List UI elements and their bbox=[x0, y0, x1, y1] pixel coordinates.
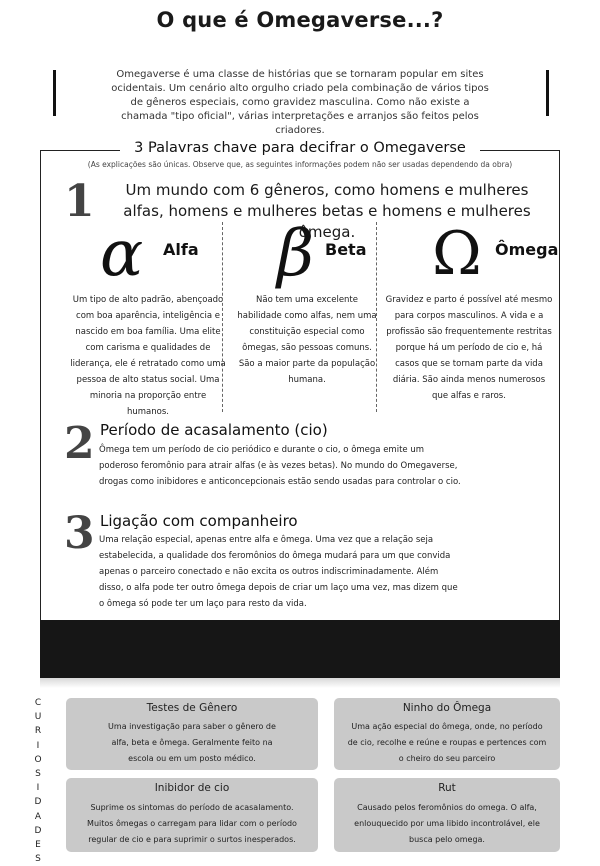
divider-2 bbox=[376, 222, 377, 412]
omega-label: Ômega bbox=[495, 240, 559, 259]
beta-symbol: β bbox=[277, 217, 314, 291]
side-letter: S bbox=[35, 854, 41, 865]
card-text: Causado pelos feromônios do omega. O alfa, enlouquecido por uma libido incontrolável, ele busca pelo omega. bbox=[354, 803, 540, 844]
alpha-symbol: α bbox=[100, 217, 144, 291]
band-shadow bbox=[40, 678, 560, 688]
side-letter: C bbox=[34, 698, 42, 708]
intro-left-bar bbox=[53, 70, 56, 116]
curiosidades-side-label bbox=[28, 696, 48, 866]
intro-text: Omegaverse é uma classe de histórias que se tornaram popular em sites ocidentais. Um cenário alto orgulho criado pela combinação de vários tipos de gêneros especiais, como gravidez masculina. Como não existe a chamada "tipo oficial", várias interpretações e arranjos são feitos pelos criadores. bbox=[111, 69, 489, 136]
side-letter: I bbox=[36, 783, 40, 794]
intro-right-bar bbox=[546, 70, 549, 116]
point-2-heading: Período de acasalamento (cio) bbox=[100, 421, 328, 439]
beta-description: Não tem uma excelente habilidade como alfas, nem uma constituição especial como ômegas, são pessoas comuns. São a maior parte da população humana. bbox=[237, 295, 377, 385]
side-letter: I bbox=[36, 740, 40, 751]
beta-label: Beta bbox=[325, 240, 367, 259]
side-letter: S bbox=[35, 769, 41, 780]
point-2-text: Ômega tem um período de cio periódico e durante o cio, o ômega emite um poderoso feromônio para atrair alfas (e às vezes betas). No mundo do Omegaverse, drogas como inibidores e anticoncepcionais estão sendo usadas para controlar o cio. bbox=[99, 445, 461, 487]
point-1-heading: Um mundo com 6 gêneros, como homens e mulheres alfas, homens e mulheres betas e homens e mulheres ômega. bbox=[123, 181, 531, 241]
page-title: O que é Omegaverse...? bbox=[156, 8, 444, 32]
card-inibidor-de-cio bbox=[66, 778, 318, 852]
side-letter: U bbox=[34, 712, 42, 723]
point-2-number: 2 bbox=[64, 418, 95, 469]
card-testes-de-genero bbox=[66, 698, 318, 770]
card-text: Uma investigação para saber o gênero de alfa, beta e ômega. Geralmente feito na escola ou em um posto médico. bbox=[108, 722, 276, 763]
card-text: Uma ação especial do ômega, onde, no período de cio, recolhe e reúne e roupas e pertences com o cheiro do seu parceiro bbox=[347, 722, 547, 763]
card-title: Testes de Gênero bbox=[146, 702, 238, 714]
point-3-number: 3 bbox=[64, 508, 95, 559]
side-letter: E bbox=[35, 840, 41, 851]
side-letter: D bbox=[34, 825, 42, 836]
point-1-number: 1 bbox=[64, 176, 95, 227]
side-letter: R bbox=[34, 726, 42, 737]
card-text: Suprime os sintomas do período de acasalamento. Muitos ômegas o carregam para lidar com o período regular de cio e para suprimir o surtos inesperados. bbox=[87, 803, 297, 844]
point-3-heading: Ligação com companheiro bbox=[100, 512, 298, 530]
side-letter: D bbox=[34, 797, 42, 808]
frame-left bbox=[40, 150, 41, 620]
omega-symbol: Ω bbox=[432, 219, 482, 289]
side-letter: O bbox=[34, 754, 42, 765]
card-title: Ninho do Ômega bbox=[402, 702, 492, 714]
divider-1 bbox=[222, 222, 223, 412]
point-3-text: Uma relação especial, apenas entre alfa e ômega. Uma vez que a relação seja estabelecida, a qualidade dos feromônios do ômega mudará para um que convida apenas o parceiro conectado e não excita os outros indiscriminadamente. Além disso, o alfa pode ter outro ômega depois de criar um laço uma vez, mas dizem que o ômega só pode ter um laço para resto da vida. bbox=[99, 535, 458, 609]
card-title: Inibidor de cio bbox=[154, 782, 230, 794]
keywords-subtitle: (As explicações são únicas. Observe que, as seguintes informações podem não ser usadas dependendo da obra) bbox=[87, 160, 513, 169]
alfa-description: Um tipo de alto padrão, abençoado com boa aparência, inteligência e nascido em boa família. Uma elite com carisma e qualidades de liderança, ele é retratado como uma pessoa de alto status social. Uma minoria na proporção entre humanos. bbox=[70, 295, 226, 417]
side-letter: A bbox=[34, 811, 42, 822]
card-title: Rut bbox=[438, 782, 456, 794]
frame-right bbox=[559, 150, 560, 620]
keywords-title: 3 Palavras chave para decifrar o Omegaverse bbox=[134, 140, 466, 156]
omega-description: Gravidez e parto é possível até mesmo para corpos masculinos. A vida e a profissão são frequentemente restritas porque há um período de cio e, há casos que se tornam parte da vida diária. São ainda menos numerosos que alfas e raros. bbox=[385, 295, 553, 401]
alfa-label: Alfa bbox=[163, 240, 199, 259]
redaction-band bbox=[40, 620, 560, 678]
card-rut bbox=[334, 778, 560, 852]
card-ninho-do-omega bbox=[334, 698, 560, 770]
